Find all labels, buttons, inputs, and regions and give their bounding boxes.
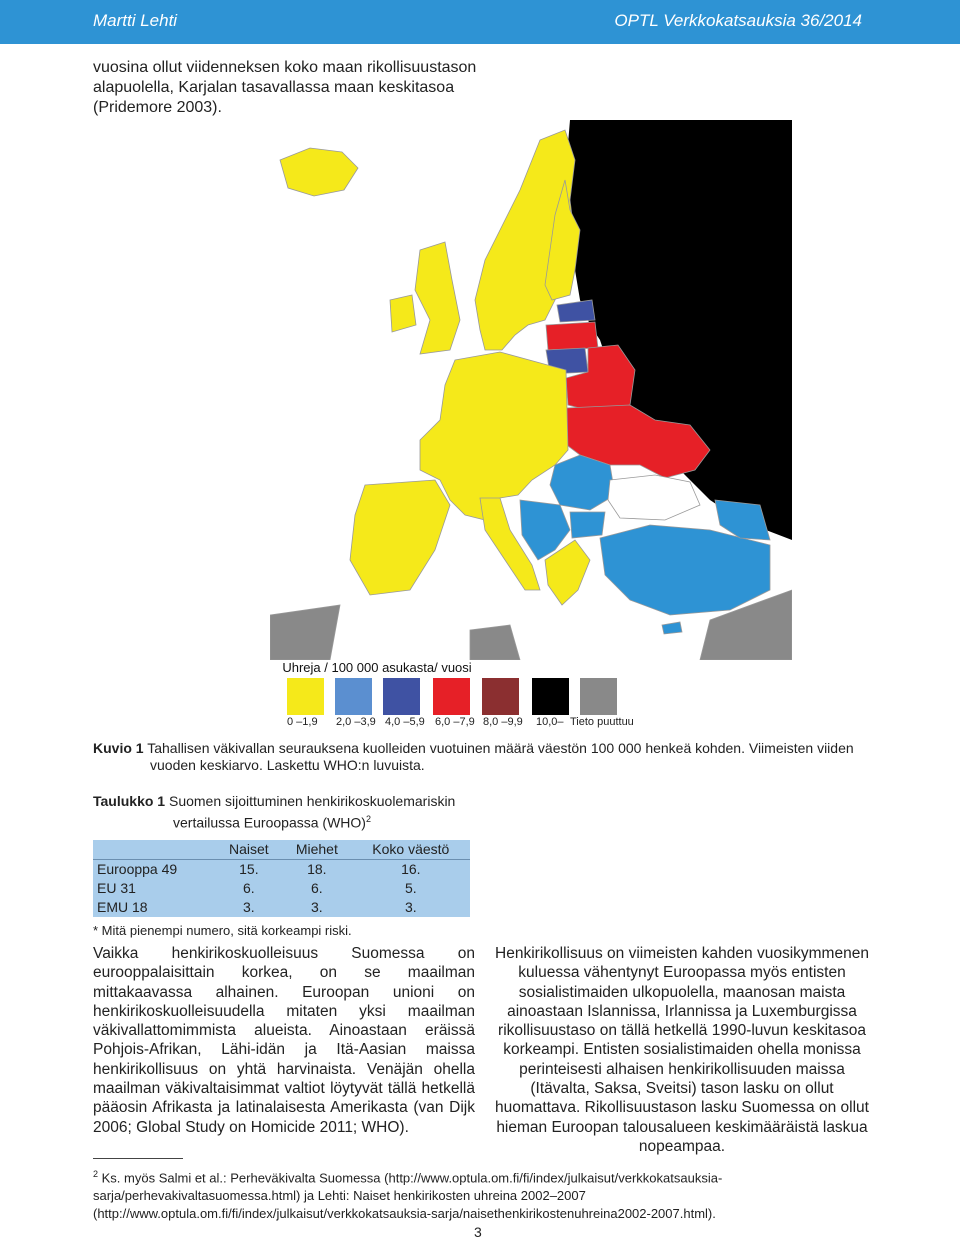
table-row-label: EMU 18 xyxy=(97,899,148,916)
table-cell: 3. xyxy=(243,899,255,916)
ranking-table-block xyxy=(93,792,483,938)
table-caption-lead: Taulukko 1 xyxy=(93,793,166,809)
legend-swatch-4 xyxy=(482,678,519,715)
table-header-naiset: Naiset xyxy=(216,840,282,860)
footnote-rule xyxy=(93,1158,183,1159)
map-ireland xyxy=(390,295,416,332)
legend-label-5: 10,0– xyxy=(536,716,564,728)
map-legend xyxy=(270,660,650,730)
table-row xyxy=(93,859,470,879)
table-row xyxy=(93,898,470,917)
table-header-blank xyxy=(93,840,216,860)
legend-label-2: 4,0 –5,9 xyxy=(385,716,425,728)
map-north-africa-west xyxy=(270,605,340,660)
legend-swatch-5 xyxy=(532,678,569,715)
table-row-label: EU 31 xyxy=(97,880,136,897)
legend-title: Uhreja / 100 000 asukasta/ vuosi xyxy=(282,660,472,675)
legend-label-1: 2,0 –3,9 xyxy=(336,716,376,728)
legend-label-0: 0 –1,9 xyxy=(287,716,318,728)
map-bulgaria xyxy=(570,512,605,538)
table-cell: 6. xyxy=(310,880,323,897)
body-column-right: Henkirikollisuus on viimeisten kahden vuosikymmenen kuluessa vähentynyt Euroopassa myös entisten sosialistimaiden ulkopuolella, maanosan maista ainoastaan Islannissa, Irlannissa ja Luxemburgissa rikollisuustaso on tällä hetkellä 1990-luvun keskitasoa korkeampi. Entisten sosialistimaiden ohella monissa perinteisesti alhaisen henkirikollisuuden maissa (Itävalta, Saksa, Sveitsi) tason lasku on ollut huomattava. Rikollisuustason lasku Suomessa on ollut hieman Euroopan talousalueen keskimääräistä laskua nopeampaa. xyxy=(495,945,869,1155)
europe-map xyxy=(270,120,792,660)
legend-swatch-6 xyxy=(580,678,617,715)
table-row xyxy=(93,879,470,898)
ranking-table xyxy=(93,840,470,917)
header-author: Martti Lehti xyxy=(93,11,178,30)
header-series: OPTL Verkkokatsauksia 36/2014 xyxy=(614,11,862,30)
table-cell: 5. xyxy=(404,880,417,897)
legend-swatch-0 xyxy=(287,678,324,715)
table-caption xyxy=(93,792,483,832)
table-cell: 18. xyxy=(307,861,327,878)
page-number: 3 xyxy=(474,1224,482,1240)
table-note: * Mitä pienempi numero, sitä korkeampi riski. xyxy=(93,922,352,938)
legend-label-3: 6,0 –7,9 xyxy=(435,716,475,728)
figure-caption-text2: vuoden keskiarvo. Laskettu WHO:n luvuista. xyxy=(150,757,425,773)
footnote-marker: 2 xyxy=(93,1169,99,1179)
intro-paragraph: vuosina ollut viidenneksen koko maan rikollisuustason alapuolella, Karjalan tasavallassa maan keskitasoa (Pridemore 2003). xyxy=(93,59,477,116)
table-cell: 3. xyxy=(310,899,323,916)
footnote xyxy=(93,1165,893,1223)
table-header-koko: Koko väestö xyxy=(352,840,470,860)
table-caption-sup: 2 xyxy=(365,814,371,824)
table-cell: 15. xyxy=(239,861,259,878)
map-latvia xyxy=(546,322,598,350)
table-header-row xyxy=(93,840,470,860)
table-cell: 6. xyxy=(243,880,255,897)
table-row-label: Eurooppa 49 xyxy=(97,861,178,878)
table-cell: 16. xyxy=(401,861,421,878)
legend-swatch-2 xyxy=(383,678,420,715)
table-caption-line2: vertailussa Euroopassa (WHO) xyxy=(173,814,366,831)
table-cell: 3. xyxy=(404,899,417,916)
table-caption-line1: Suomen sijoittuminen henkirikoskuolemariskin xyxy=(168,793,456,809)
legend-swatch-3 xyxy=(433,678,470,715)
legend-swatch-1 xyxy=(335,678,372,715)
page-header xyxy=(0,0,960,44)
table-header-miehet: Miehet xyxy=(282,840,352,860)
europe-map-graphic xyxy=(270,120,792,660)
footnote-text: Ks. myös Salmi et al.: Perheväkivalta Suomessa (http://www.optula.om.fi/fi/index/julkaisut/verkkokatsauksia-sarja/perhevakivaltasuomessa.html) ja Lehti: Naiset henkirikosten uhreina 2002–2007 (http://www.optula.om.fi/fi/index/julkaisut/verkkokatsauksia-sarja/naisethenkirikostenuhreina2002-2007.html). xyxy=(93,1170,723,1222)
legend-label-4: 8,0 –9,9 xyxy=(483,716,523,728)
figure-caption-lead: Kuvio 1 xyxy=(93,740,144,756)
body-column-left: Vaikka henkirikoskuolleisuus Suomessa on eurooppalaisittain korkea, on se maailman mittakaavassa alhainen. Euroopan unioni on henkirikoskuolleisuudella mitaten yksi maailman väkivallattomimmista alueista. Ainoastaan eräissä Pohjois-Afrikan, Lähi-idän ja Itä-Aasian maissa henkirikollisuus on yhtä harvinaista. Venäjän ohella maailman väkivaltaisimmat valtiot löytyvät tällä hetkellä pääosin Afrikasta ja latinalaisesta Amerikasta (van Dijk 2006; Global Study on Homicide 2011; WHO). xyxy=(93,945,475,1136)
figure-caption xyxy=(93,740,883,774)
legend-label-6: Tieto puuttuu xyxy=(570,716,634,728)
figure-caption-text1: Tahallisen väkivallan seurauksena kuolleiden vuotuinen määrä väestön 100 000 henkeä kohden. Viimeisten viiden xyxy=(147,740,854,756)
